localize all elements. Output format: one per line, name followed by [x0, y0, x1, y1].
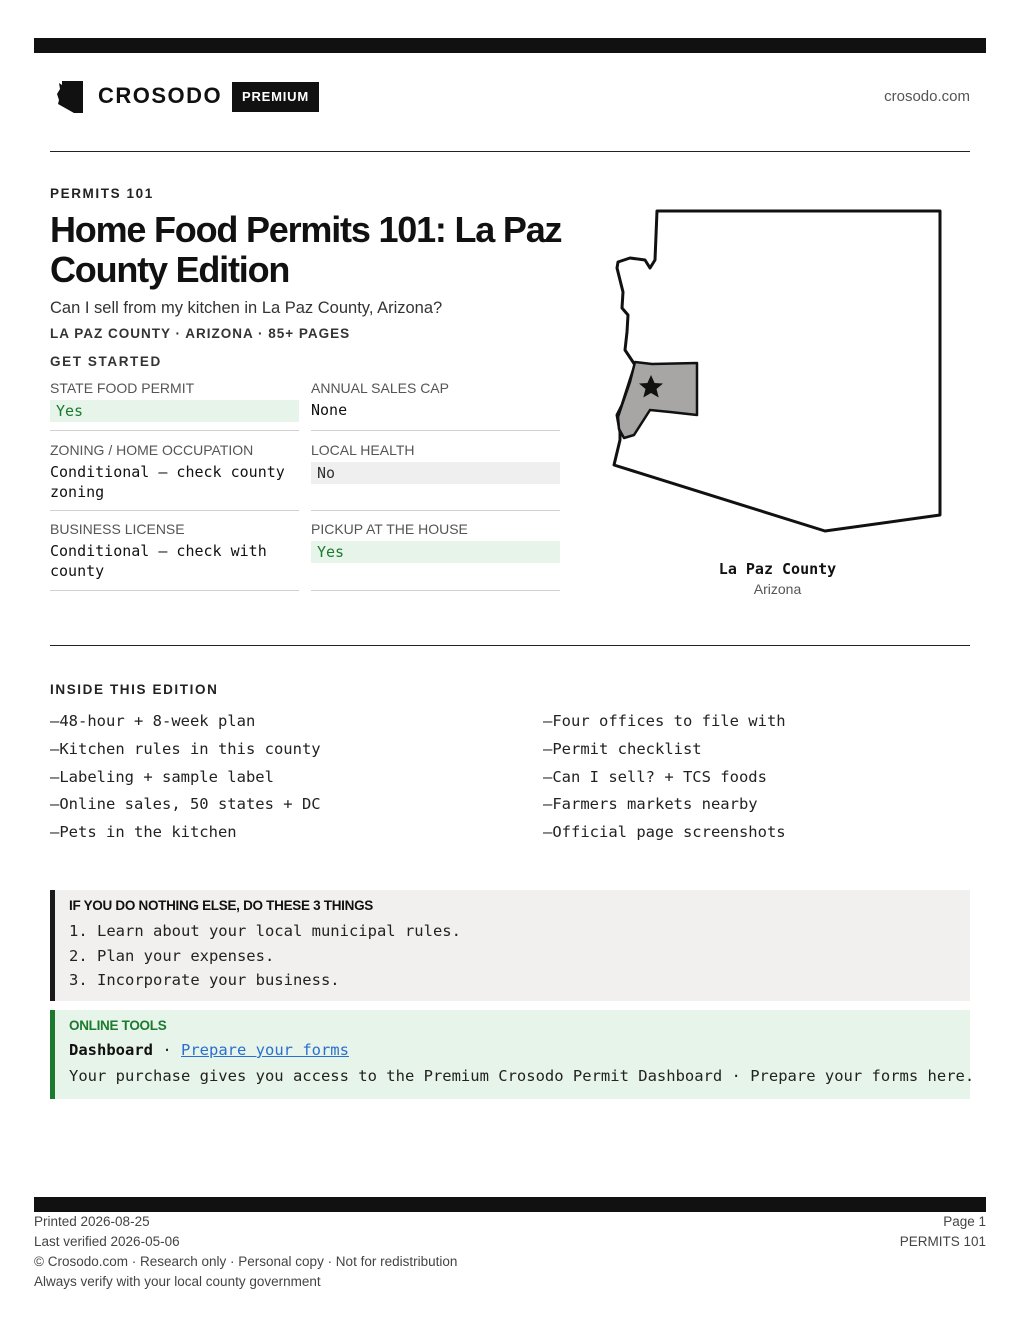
- dashboard-description: Your purchase gives you access to the Premium Crosodo Permit Dashboard · Prepare your forms here.: [69, 1067, 975, 1085]
- fact-label: BUSINESS LICENSE: [50, 521, 185, 537]
- section-name: PERMITS 101: [899, 1234, 986, 1249]
- get-started-heading: GET STARTED: [50, 354, 162, 369]
- step-item: 2. Plan your expenses.: [69, 946, 275, 965]
- must-do-callout: [50, 890, 970, 1001]
- contents-item: —48-hour + 8-week plan: [50, 712, 256, 730]
- dashboard-line: [69, 1038, 956, 1062]
- contents-item: —Four offices to file with: [543, 712, 786, 730]
- fact-value: No: [311, 462, 560, 484]
- fact-value: Yes: [311, 541, 560, 563]
- steps-list: [69, 919, 956, 993]
- fact-label: LOCAL HEALTH: [311, 442, 415, 458]
- arizona-state-icon: [56, 80, 84, 114]
- header: [50, 78, 970, 116]
- contents-item: —Farmers markets nearby: [543, 795, 758, 814]
- divider: [50, 151, 970, 152]
- site-url[interactable]: crosodo.com: [884, 88, 970, 105]
- verified-date: Last verified 2026-05-06: [34, 1234, 180, 1249]
- contents-list-left: [50, 708, 321, 847]
- fact-annual-sales-cap: [311, 380, 560, 431]
- fact-value: None: [311, 401, 348, 419]
- inside-edition-heading: INSIDE THIS EDITION: [50, 682, 219, 697]
- callout-title: IF YOU DO NOTHING ELSE, DO THESE 3 THINGS: [69, 898, 373, 913]
- fact-label: ANNUAL SALES CAP: [311, 380, 449, 396]
- contents-item: —Pets in the kitchen: [50, 823, 237, 842]
- brand-name[interactable]: CROSODO: [98, 83, 223, 108]
- contents-item: —Official page screenshots: [543, 823, 786, 842]
- dashboard-label: Dashboard: [69, 1041, 153, 1059]
- online-tools-callout: [50, 1010, 975, 1099]
- state-map: [600, 200, 955, 540]
- printed-date: Printed 2026-08-25: [34, 1214, 150, 1229]
- prepare-forms-link[interactable]: Prepare your forms: [181, 1041, 349, 1059]
- section-kicker: PERMITS 101: [50, 186, 154, 201]
- page-number: Page 1: [943, 1214, 986, 1229]
- copyright: © Crosodo.com · Research only · Personal copy · Not for redistribution: [34, 1254, 458, 1269]
- contents-item: —Can I sell? + TCS foods: [543, 767, 767, 786]
- contents-item: —Kitchen rules in this county: [50, 739, 321, 758]
- contents-item: —Labeling + sample label: [50, 767, 274, 786]
- contents-item: —Permit checklist: [543, 739, 702, 758]
- divider: [50, 645, 970, 646]
- map-county-name: La Paz County: [718, 560, 837, 578]
- fact-value: Conditional — check with county: [50, 542, 267, 580]
- bottom-bar: [34, 1197, 986, 1212]
- fact-value: Conditional — check county zoning: [50, 463, 285, 501]
- contents-item: —Online sales, 50 states + DC: [50, 795, 321, 814]
- step-item: 3. Incorporate your business.: [69, 971, 340, 989]
- page-title: Home Food Permits 101: La Paz County Edition: [50, 209, 562, 290]
- fact-zoning: [50, 442, 299, 511]
- fact-pickup-at-house: [311, 521, 560, 591]
- footer-left: [34, 1212, 457, 1292]
- footer-right: [900, 1212, 986, 1252]
- fact-local-health: [311, 442, 560, 511]
- fact-value: Yes: [50, 400, 299, 422]
- disclaimer: Always verify with your local county government: [34, 1274, 321, 1289]
- step-item: 1. Learn about your local municipal rules.: [69, 922, 461, 940]
- edition-meta: LA PAZ COUNTY · ARIZONA · 85+ PAGES: [50, 326, 351, 341]
- top-bar: [34, 38, 986, 53]
- fact-business-license: [50, 521, 299, 591]
- callout-title: ONLINE TOOLS: [69, 1018, 167, 1033]
- contents-list-right: [543, 708, 786, 847]
- fact-label: PICKUP AT THE HOUSE: [311, 521, 468, 537]
- page-subtitle: Can I sell from my kitchen in La Paz County, Arizona?: [50, 299, 443, 317]
- map-state-name: Arizona: [753, 581, 802, 597]
- fact-state-food-permit: [50, 380, 299, 431]
- map-caption: [600, 560, 955, 597]
- premium-badge: PREMIUM: [232, 82, 319, 112]
- fact-label: STATE FOOD PERMIT: [50, 380, 195, 396]
- fact-label: ZONING / HOME OCCUPATION: [50, 442, 254, 458]
- separator: ·: [153, 1041, 181, 1059]
